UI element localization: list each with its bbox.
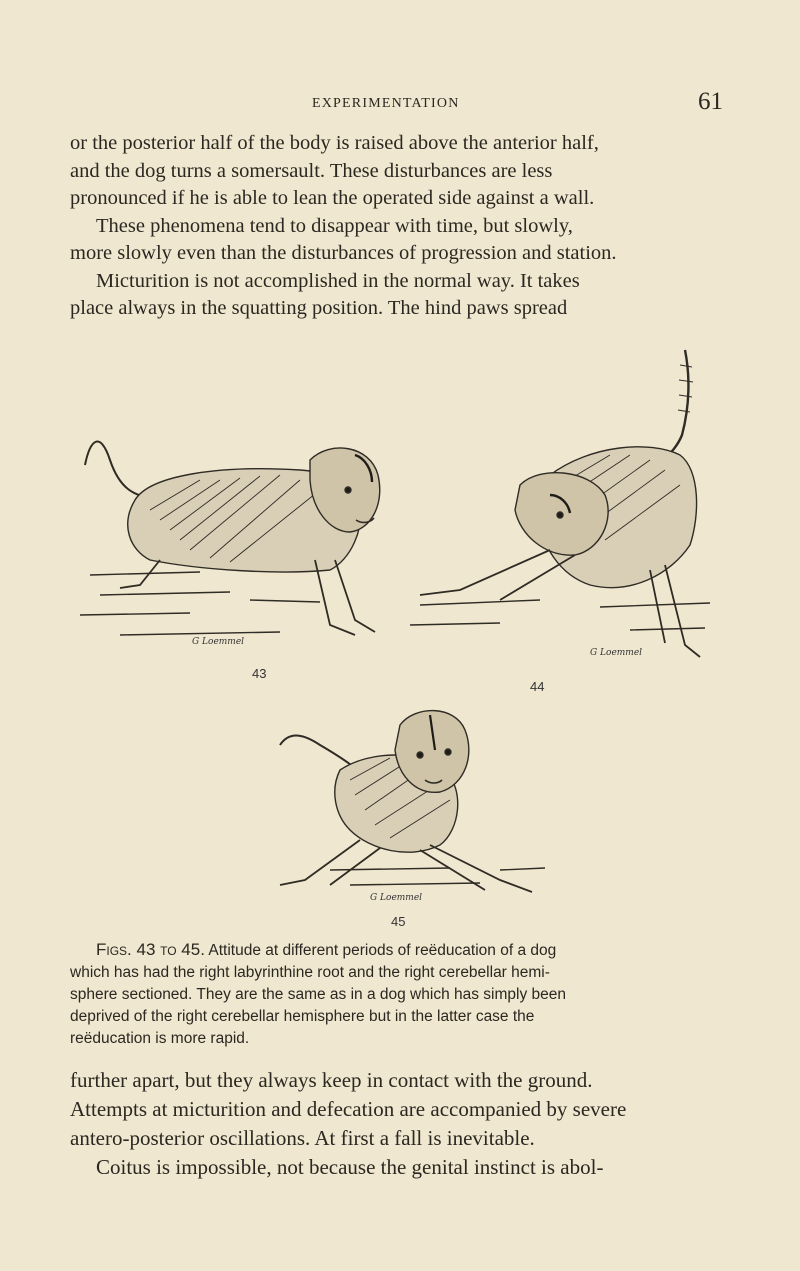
text-line: place always in the squatting position. The hind paws spread <box>70 297 568 319</box>
figure-43 <box>80 420 390 681</box>
dog-illustration-44 <box>400 345 715 665</box>
caption-line <box>70 939 730 962</box>
figure-number: 43 <box>252 666 267 681</box>
caption-line: reëducation is more rapid. <box>70 1030 250 1047</box>
text-line: Coitus is impossible, not because the genital instinct is abol- <box>96 1155 604 1179</box>
caption-text: Attitude at different periods of reëducation of a dog <box>208 942 557 959</box>
artist-signature: G Loemmel <box>192 637 245 647</box>
text-line: or the posterior half of the body is raised above the anterior half, <box>70 132 599 154</box>
page-number: 61 <box>698 88 723 115</box>
caption-line: which has had the right labyrinthine root and the right cerebellar hemi- <box>70 964 550 981</box>
figure-number: 44 <box>530 679 545 694</box>
dog-illustration-45 <box>270 700 550 910</box>
text-line: Micturition is not accomplished in the normal way. It takes <box>96 269 580 292</box>
dog-illustration-43 <box>80 420 390 660</box>
artist-signature: G Loemmel <box>370 893 423 903</box>
caption-line: sphere sectioned. They are the same as in a dog which has simply been <box>70 986 566 1003</box>
text-line: more slowly even than the disturbances of progression and station. <box>70 242 617 264</box>
text-line: These phenomena tend to disappear with time, but slowly, <box>96 214 573 237</box>
top-paragraph <box>70 130 730 323</box>
figure-caption <box>70 939 730 1050</box>
text-line: pronounced if he is able to lean the operated side against a wall. <box>70 187 595 209</box>
figure-number: 45 <box>391 914 406 929</box>
figure-45 <box>270 700 550 930</box>
figure-44 <box>400 345 715 694</box>
caption-line: deprived of the right cerebellar hemisphere but in the latter case the <box>70 1008 535 1025</box>
artist-signature: G Loemmel <box>590 648 643 658</box>
text-line: antero-posterior oscillations. At first a fall is inevitable. <box>70 1126 535 1150</box>
running-head: EXPERIMENTATION <box>312 96 460 111</box>
text-line: Attempts at micturition and defecation are accompanied by severe <box>70 1097 627 1121</box>
text-line: further apart, but they always keep in contact with the ground. <box>70 1068 593 1092</box>
caption-lead: Figs. 43 to 45. <box>96 940 205 959</box>
bottom-paragraph <box>70 1066 730 1182</box>
page-header <box>0 88 800 128</box>
text-line: and the dog turns a somersault. These disturbances are less <box>70 159 553 182</box>
